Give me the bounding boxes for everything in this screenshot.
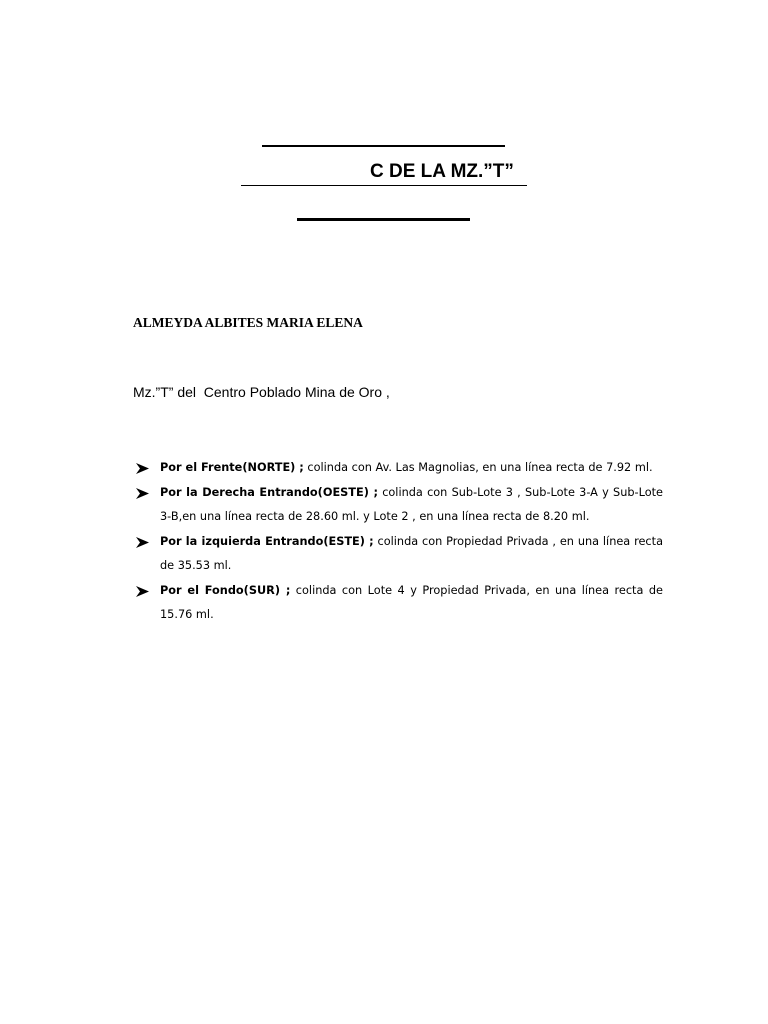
boundary-item-left bbox=[133, 530, 663, 579]
boundary-label: Por el Frente(NORTE) ; bbox=[160, 461, 304, 474]
header-line-top bbox=[262, 145, 505, 147]
boundary-label: Por la Derecha Entrando(OESTE) ; bbox=[160, 485, 378, 499]
boundary-text: colinda con Sub-Lote 3 , Sub-Lote 3-A y Sub-Lote 3-B,en una línea recta de 28.60 ml. y Lote 2 , en una línea recta de 8.20 ml. bbox=[160, 485, 663, 523]
location-line: Mz.”T” del Centro Poblado Mina de Oro , bbox=[133, 384, 390, 400]
boundary-item-front bbox=[133, 456, 663, 481]
document-title bbox=[241, 160, 527, 186]
boundaries-list bbox=[133, 456, 663, 628]
header-line-bottom bbox=[297, 218, 470, 221]
arrowhead-bullet-icon bbox=[136, 488, 149, 499]
boundary-item-back bbox=[133, 579, 663, 628]
boundary-label: Por el Fondo(SUR) ; bbox=[160, 583, 291, 597]
boundary-text: colinda con Lote 4 y Propiedad Privada, en una línea recta de 15.76 ml. bbox=[160, 583, 663, 621]
boundary-text: colinda con Av. Las Magnolias, en una línea recta de 7.92 ml. bbox=[303, 461, 653, 474]
document-title-text: C DE LA MZ.”T” bbox=[370, 161, 514, 182]
boundary-text: colinda con Propiedad Privada , en una línea recta de 35.53 ml. bbox=[160, 534, 663, 572]
arrowhead-bullet-icon bbox=[136, 537, 149, 548]
arrowhead-bullet-icon bbox=[136, 586, 149, 597]
arrowhead-bullet-icon bbox=[136, 463, 149, 474]
owner-name: ALMEYDA ALBITES MARIA ELENA bbox=[133, 315, 363, 330]
boundary-item-right bbox=[133, 481, 663, 530]
boundary-label: Por la izquierda Entrando(ESTE) ; bbox=[160, 534, 374, 548]
